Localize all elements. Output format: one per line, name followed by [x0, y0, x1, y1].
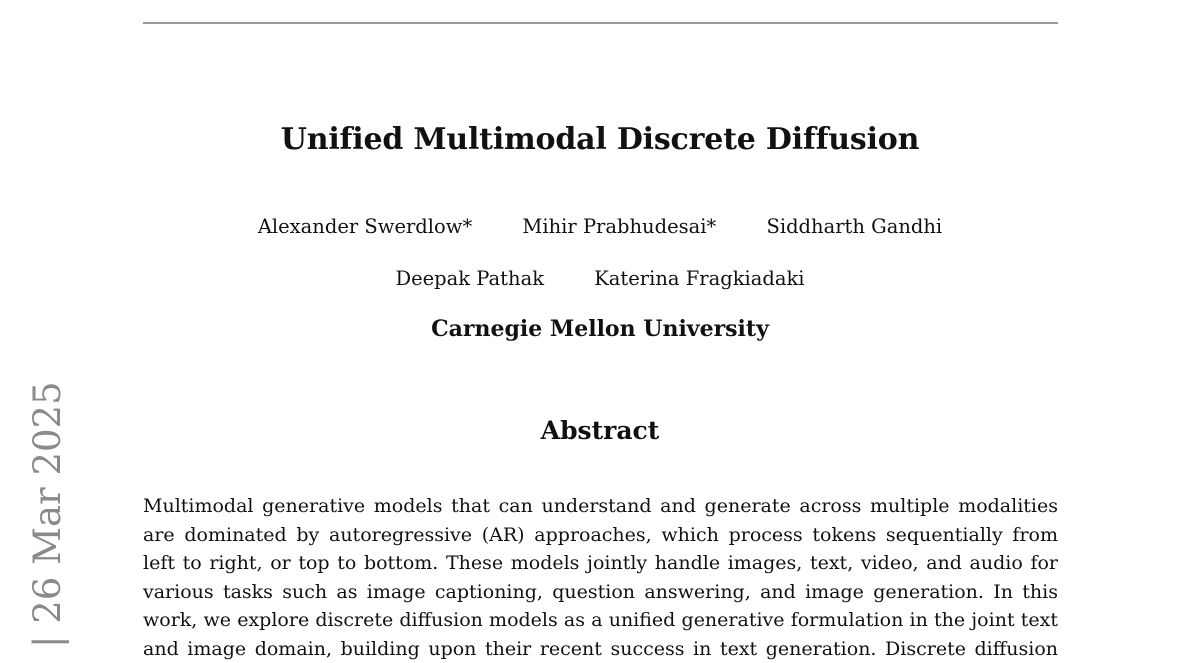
abstract-heading: Abstract [0, 416, 1200, 445]
arxiv-margin-stamp: | 26 Mar 2025 [24, 381, 72, 648]
header-rule [143, 22, 1058, 24]
author-name: Siddharth Gandhi [766, 215, 942, 238]
author-list-row-2 [0, 267, 1200, 290]
abstract-line: Multimodal generative models that can understand and generate across multiple modalities [143, 492, 1058, 521]
abstract-body [143, 492, 1058, 663]
author-name: Mihir Prabhudesai* [522, 215, 716, 238]
author-list-row-1 [0, 215, 1200, 238]
author-name: Deepak Pathak [395, 267, 544, 290]
abstract-line: and image domain, building upon their recent success in text generation. Discrete diffusion [143, 635, 1058, 663]
abstract-line: work, we explore discrete diffusion models as a unified generative formulation in the joint text [143, 606, 1058, 635]
paper-title: Unified Multimodal Discrete Diffusion [0, 122, 1200, 157]
abstract-line: various tasks such as image captioning, question answering, and image generation. In this [143, 578, 1058, 607]
affiliation: Carnegie Mellon University [0, 316, 1200, 342]
abstract-line: are dominated by autoregressive (AR) approaches, which process tokens sequentially from [143, 521, 1058, 550]
abstract-line: left to right, or top to bottom. These models jointly handle images, text, video, and audio for [143, 549, 1058, 578]
author-name: Alexander Swerdlow* [258, 215, 472, 238]
author-name: Katerina Fragkiadaki [594, 267, 804, 290]
